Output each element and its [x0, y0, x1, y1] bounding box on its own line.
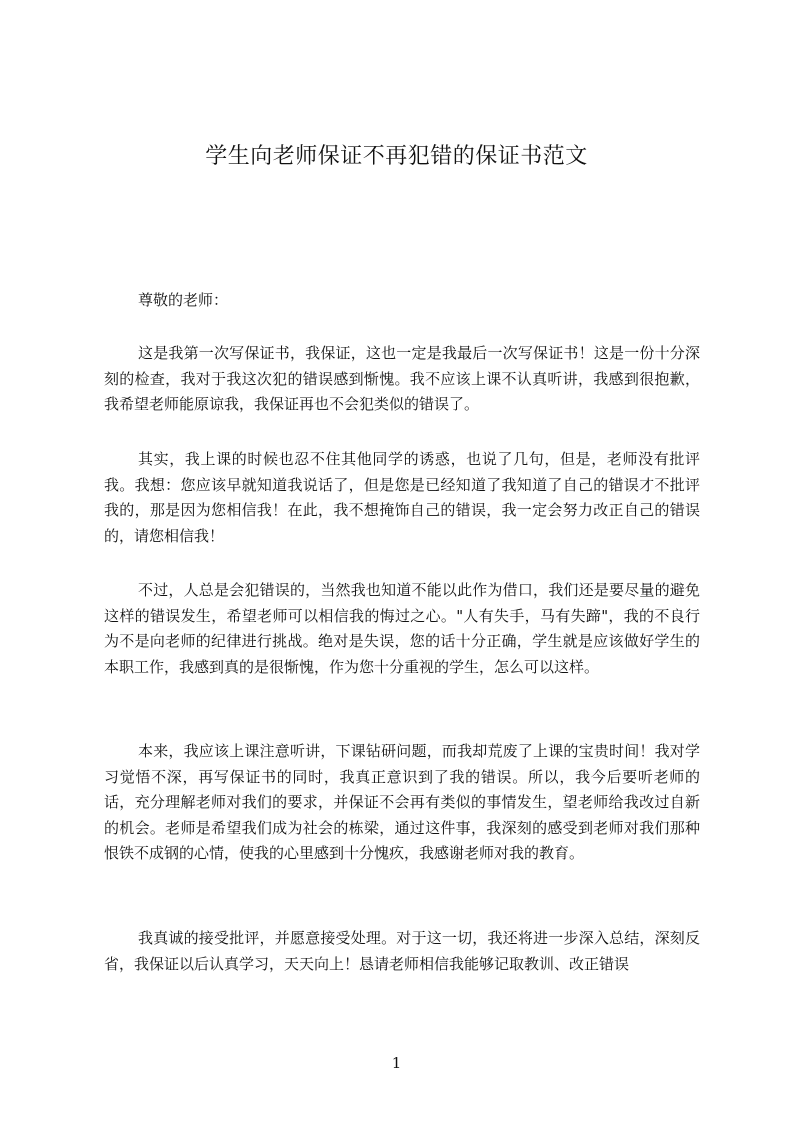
page-number: 1: [391, 1054, 402, 1072]
paragraph: 其实，我上课的时候也忍不住其他同学的诱惑，也说了几句，但是，老师没有批评我。我想：您应该早就知道我说话了，但是您是已经知道了我知道了自己的错误才不批评我的，那是因为您相信我！在此，我不想掩饰自己的错误，我一定会努力改正自己的错误的，请您相信我！: [104, 450, 700, 545]
paragraph: 本来，我应该上课注意听讲，下课钻研问题，而我却荒废了上课的宝贵时间！我对学习觉悟不深，再写保证书的同时，我真正意识到了我的错误。所以，我今后要听老师的话，充分理解老师对我们的要求，并保证不会再有类似的事情发生，望老师给我改过自新的机会。老师是希望我们成为社会的栋梁，通过这件事，我深刻的感受到老师对我们那种恨铁不成钢的心情，使我的心里感到十分愧疚，我感谢老师对我的教育。: [104, 742, 700, 862]
paragraph: 不过，人总是会犯错误的，当然我也知道不能以此作为借口，我们还是要尽量的避免这样的错误发生，希望老师可以相信我的悔过之心。"人有失手，马有失蹄"，我的不良行为不是向老师的纪律进行挑战。绝对是失误，您的话十分正确，学生就是应该做好学生的本职工作，我感到真的是很惭愧，作为您十分重视的学生，怎么可以这样。: [104, 581, 700, 676]
paragraph: 这是我第一次写保证书，我保证，这也一定是我最后一次写保证书！这是一份十分深刻的检查，我对于我这次犯的错误感到惭愧。我不应该上课不认真听讲，我感到很抱歉，我希望老师能原谅我，我保证再也不会犯类似的错误了。: [104, 344, 700, 413]
paragraph: 我真诚的接受批评，并愿意接受处理。对于这一切，我还将进一步深入总结，深刻反省，我保证以后认真学习，天天向上！恳请老师相信我能够记取教训、改正错误: [104, 929, 700, 973]
salutation: 尊敬的老师：: [138, 291, 229, 309]
page-title: 学生向老师保证不再犯错的保证书范文: [205, 144, 588, 169]
